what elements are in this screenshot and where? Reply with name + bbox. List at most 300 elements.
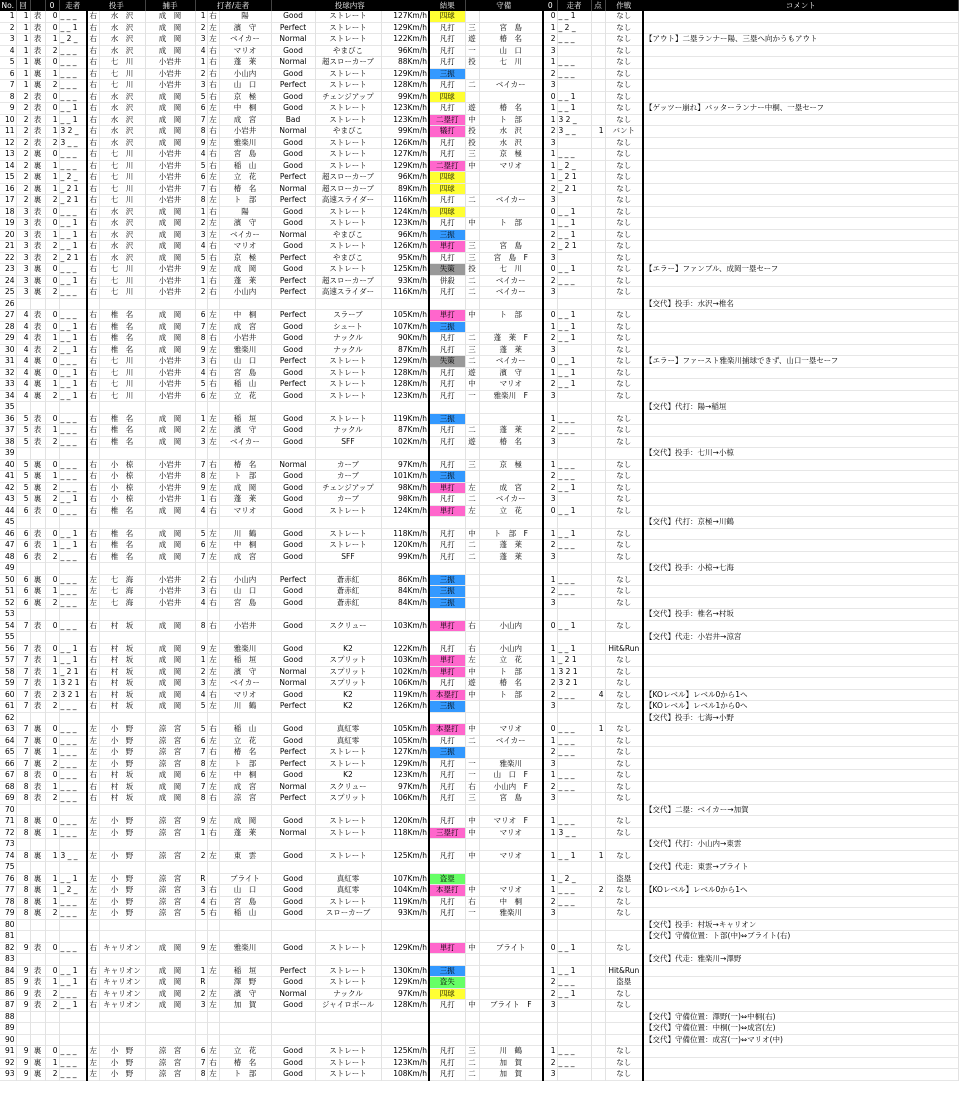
cell-pitch-speed[interactable]: 127Km/h <box>381 149 429 161</box>
cell-pitch-quality[interactable]: Good <box>271 770 315 782</box>
cell-inning[interactable]: 1 <box>16 22 30 34</box>
cell-batter-hand[interactable]: 左 <box>207 22 219 34</box>
cell-batter-hand[interactable] <box>207 977 219 989</box>
cell-pitcher-name[interactable]: 村 坂 <box>99 655 145 667</box>
cell-runners-after[interactable]: _ _ 1 <box>557 965 591 977</box>
cell-catcher-name[interactable] <box>145 862 195 874</box>
cell-runs[interactable] <box>591 91 605 103</box>
table-row[interactable] <box>0 160 958 172</box>
cell-row-number[interactable]: 10 <box>0 114 16 126</box>
table-row[interactable] <box>0 770 958 782</box>
cell-result[interactable]: 凡打 <box>429 816 465 828</box>
cell-row-number[interactable]: 82 <box>0 942 16 954</box>
cell-batter-hand[interactable]: 右 <box>207 91 219 103</box>
cell-strategy[interactable]: なし <box>605 540 643 552</box>
cell-runs[interactable] <box>591 252 605 264</box>
cell-half[interactable]: 裏 <box>30 494 45 506</box>
cell-half[interactable]: 表 <box>30 678 45 690</box>
cell-batter-name[interactable]: 宮 島 <box>219 896 271 908</box>
cell-strategy[interactable] <box>605 954 643 966</box>
cell-half[interactable]: 表 <box>30 22 45 34</box>
cell-pitch-speed[interactable]: 98Km/h <box>381 482 429 494</box>
cell-pitch-speed[interactable] <box>381 804 429 816</box>
col-header-catcher[interactable]: 捕手 <box>145 0 195 11</box>
cell-outs-after[interactable]: 1 <box>543 172 557 184</box>
cell-batter-hand[interactable]: 左 <box>207 413 219 425</box>
cell-pitcher-name[interactable] <box>99 563 145 575</box>
cell-fielder-position[interactable]: 三 <box>465 344 479 356</box>
cell-runs[interactable] <box>591 770 605 782</box>
cell-catcher-name[interactable]: 小岩井 <box>145 287 195 299</box>
cell-runners[interactable]: _ _ 1 <box>59 103 87 115</box>
cell-fielder-position[interactable]: 中 <box>465 689 479 701</box>
cell-catcher-name[interactable]: 成 岡 <box>145 528 195 540</box>
cell-outs-after[interactable]: 2 <box>543 586 557 598</box>
cell-runs[interactable] <box>591 413 605 425</box>
cell-pitcher-name[interactable]: 水 沢 <box>99 91 145 103</box>
cell-fielder-name[interactable]: マリオ <box>479 850 543 862</box>
cell-inning[interactable]: 9 <box>16 988 30 1000</box>
cell-runners-after[interactable]: _ _ _ <box>557 275 591 287</box>
cell-runs[interactable] <box>591 528 605 540</box>
cell-runs[interactable] <box>591 620 605 632</box>
cell-pitcher-hand[interactable]: 右 <box>87 356 99 368</box>
cell-batting-order[interactable]: 6 <box>195 540 207 552</box>
cell-batter-hand[interactable] <box>207 448 219 460</box>
cell-batter-name[interactable]: 濱 守 <box>219 22 271 34</box>
table-row[interactable] <box>0 896 958 908</box>
cell-outs[interactable]: 1 <box>45 34 59 46</box>
cell-catcher-name[interactable]: 成 岡 <box>145 218 195 230</box>
cell-comment[interactable]: 【交代】投手：水沢→椎名 <box>643 298 958 310</box>
cell-catcher-name[interactable] <box>145 954 195 966</box>
cell-strategy[interactable]: なし <box>605 781 643 793</box>
cell-batter-name[interactable]: 中 桐 <box>219 540 271 552</box>
table-row[interactable] <box>0 218 958 230</box>
cell-strategy[interactable]: なし <box>605 1046 643 1058</box>
cell-runners-after[interactable]: _ _ 1 <box>557 229 591 241</box>
cell-batter-name[interactable] <box>219 919 271 931</box>
cell-pitch-quality[interactable]: Normal <box>271 34 315 46</box>
cell-catcher-name[interactable]: 成 岡 <box>145 413 195 425</box>
cell-runners[interactable]: _ _ _ <box>59 287 87 299</box>
cell-pitcher-hand[interactable]: 左 <box>87 586 99 598</box>
cell-pitcher-name[interactable] <box>99 517 145 529</box>
table-row[interactable] <box>0 517 958 529</box>
cell-half[interactable]: 裏 <box>30 356 45 368</box>
cell-pitch-speed[interactable]: 106Km/h <box>381 678 429 690</box>
cell-pitcher-hand[interactable]: 右 <box>87 390 99 402</box>
cell-runners-after[interactable] <box>557 758 591 770</box>
cell-catcher-name[interactable]: 成 岡 <box>145 678 195 690</box>
col-header-runners-after[interactable]: 走者 <box>557 0 591 11</box>
cell-comment[interactable] <box>643 873 958 885</box>
cell-batter-name[interactable]: 宮 島 <box>219 149 271 161</box>
cell-comment[interactable] <box>643 666 958 678</box>
cell-batter-name[interactable]: 京 極 <box>219 91 271 103</box>
cell-batter-name[interactable]: 濱 守 <box>219 218 271 230</box>
cell-pitch-quality[interactable]: Good <box>271 896 315 908</box>
cell-runs[interactable]: 1 <box>591 724 605 736</box>
cell-inning[interactable] <box>16 919 30 931</box>
cell-pitch-speed[interactable]: 125Km/h <box>381 850 429 862</box>
cell-outs[interactable]: 0 <box>45 103 59 115</box>
cell-pitcher-name[interactable]: 水 沢 <box>99 114 145 126</box>
cell-runs[interactable] <box>591 344 605 356</box>
cell-outs[interactable]: 2 <box>45 80 59 92</box>
cell-outs[interactable]: 1 <box>45 126 59 138</box>
cell-fielder-position[interactable] <box>465 586 479 598</box>
cell-pitcher-name[interactable]: 村 坂 <box>99 689 145 701</box>
cell-pitch-quality[interactable] <box>271 1023 315 1035</box>
cell-runs[interactable] <box>591 459 605 471</box>
cell-catcher-name[interactable]: 成 岡 <box>145 126 195 138</box>
cell-half[interactable]: 裏 <box>30 195 45 207</box>
cell-runs[interactable] <box>591 80 605 92</box>
cell-pitch-quality[interactable]: Good <box>271 620 315 632</box>
cell-runners[interactable]: _ _ 1 <box>59 22 87 34</box>
cell-outs[interactable] <box>45 1023 59 1035</box>
cell-batting-order[interactable]: 2 <box>195 988 207 1000</box>
cell-fielder-position[interactable]: 中 <box>465 379 479 391</box>
table-row[interactable] <box>0 103 958 115</box>
cell-batter-hand[interactable]: 左 <box>207 735 219 747</box>
cell-pitch-type[interactable]: ストレート <box>315 206 381 218</box>
table-row[interactable] <box>0 655 958 667</box>
cell-runners[interactable]: _ _ _ <box>59 747 87 759</box>
cell-half[interactable]: 裏 <box>30 172 45 184</box>
cell-pitch-speed[interactable] <box>381 712 429 724</box>
cell-runners-after[interactable] <box>557 1069 591 1081</box>
cell-runners-after[interactable]: _ _ 1 <box>557 11 591 22</box>
cell-runners-after[interactable]: _ _ _ <box>557 885 591 897</box>
cell-batting-order[interactable] <box>195 563 207 575</box>
cell-batting-order[interactable]: 4 <box>195 505 207 517</box>
cell-strategy[interactable]: なし <box>605 482 643 494</box>
cell-batter-hand[interactable]: 右 <box>207 586 219 598</box>
cell-catcher-name[interactable] <box>145 298 195 310</box>
cell-runners[interactable]: _ _ 1 <box>59 344 87 356</box>
cell-half[interactable]: 裏 <box>30 1046 45 1058</box>
cell-batter-name[interactable]: 川 鶴 <box>219 528 271 540</box>
cell-pitcher-hand[interactable]: 左 <box>87 574 99 586</box>
table-row[interactable] <box>0 333 958 345</box>
cell-pitch-quality[interactable]: Perfect <box>271 965 315 977</box>
cell-result[interactable]: 併殺 <box>429 275 465 287</box>
cell-batting-order[interactable]: 2 <box>195 850 207 862</box>
cell-outs[interactable]: 0 <box>45 459 59 471</box>
cell-catcher-name[interactable]: 成 岡 <box>145 333 195 345</box>
cell-pitcher-name[interactable]: キャリオン <box>99 942 145 954</box>
cell-row-number[interactable]: 50 <box>0 574 16 586</box>
cell-pitch-speed[interactable]: 86Km/h <box>381 574 429 586</box>
cell-pitch-speed[interactable]: 102Km/h <box>381 436 429 448</box>
cell-pitcher-hand[interactable] <box>87 804 99 816</box>
cell-pitch-quality[interactable] <box>271 632 315 644</box>
cell-half[interactable]: 表 <box>30 103 45 115</box>
cell-batter-hand[interactable] <box>207 839 219 851</box>
cell-pitcher-name[interactable] <box>99 1023 145 1035</box>
cell-comment[interactable]: 【エラー】ファンブル、成岡一塁セーフ <box>643 264 958 276</box>
cell-outs-after[interactable]: 1 <box>543 965 557 977</box>
cell-pitch-quality[interactable]: Good <box>271 137 315 149</box>
cell-pitcher-name[interactable]: 水 沢 <box>99 45 145 57</box>
cell-row-number[interactable]: 76 <box>0 873 16 885</box>
cell-strategy[interactable] <box>605 1034 643 1046</box>
cell-fielder-name[interactable]: ベイカー <box>479 735 543 747</box>
cell-pitcher-name[interactable]: 小 野 <box>99 850 145 862</box>
cell-outs-after[interactable]: 1 <box>543 735 557 747</box>
cell-outs[interactable]: 0 <box>45 218 59 230</box>
cell-fielder-name[interactable] <box>479 931 543 943</box>
cell-outs[interactable]: 2 <box>45 701 59 713</box>
cell-runners-after[interactable] <box>557 701 591 713</box>
cell-runs[interactable] <box>591 298 605 310</box>
cell-comment[interactable] <box>643 252 958 264</box>
cell-pitch-speed[interactable] <box>381 1023 429 1035</box>
cell-result[interactable] <box>429 862 465 874</box>
cell-comment[interactable] <box>643 218 958 230</box>
cell-inning[interactable]: 3 <box>16 218 30 230</box>
cell-pitch-quality[interactable]: Good <box>271 735 315 747</box>
cell-fielder-name[interactable] <box>479 839 543 851</box>
cell-catcher-name[interactable]: 小岩井 <box>145 574 195 586</box>
cell-comment[interactable] <box>643 11 958 22</box>
cell-result[interactable]: 凡打 <box>429 643 465 655</box>
cell-batter-hand[interactable]: 右 <box>207 574 219 586</box>
cell-pitch-type[interactable] <box>315 402 381 414</box>
cell-batting-order[interactable]: 6 <box>195 310 207 322</box>
cell-fielder-position[interactable]: 中 <box>465 1000 479 1012</box>
cell-catcher-name[interactable]: 成 岡 <box>145 344 195 356</box>
cell-inning[interactable]: 2 <box>16 183 30 195</box>
cell-runs[interactable] <box>591 183 605 195</box>
cell-pitch-speed[interactable]: 95Km/h <box>381 252 429 264</box>
cell-outs[interactable]: 0 <box>45 505 59 517</box>
cell-batting-order[interactable]: 8 <box>195 793 207 805</box>
cell-runners[interactable]: _ 2 1 <box>59 252 87 264</box>
cell-catcher-name[interactable]: 成 岡 <box>145 620 195 632</box>
cell-outs-after[interactable]: 0 <box>543 11 557 22</box>
cell-runners[interactable]: 3 2 _ <box>59 126 87 138</box>
cell-half[interactable]: 表 <box>30 988 45 1000</box>
cell-result[interactable]: 本塁打 <box>429 724 465 736</box>
cell-pitcher-hand[interactable]: 右 <box>87 436 99 448</box>
cell-fielder-name[interactable]: 京 極 <box>479 459 543 471</box>
cell-row-number[interactable]: 62 <box>0 712 16 724</box>
cell-pitcher-name[interactable]: 椎 名 <box>99 505 145 517</box>
cell-batter-name[interactable] <box>219 1034 271 1046</box>
cell-batting-order[interactable]: 9 <box>195 344 207 356</box>
cell-outs[interactable]: 2 <box>45 1000 59 1012</box>
cell-row-number[interactable]: 4 <box>0 45 16 57</box>
cell-result[interactable]: 凡打 <box>429 781 465 793</box>
cell-batter-hand[interactable]: 左 <box>207 34 219 46</box>
cell-result[interactable]: 凡打 <box>429 436 465 448</box>
cell-fielder-name[interactable]: ト 部 <box>479 114 543 126</box>
table-row[interactable] <box>0 91 958 103</box>
table-row[interactable] <box>0 57 958 69</box>
cell-fielder-position[interactable] <box>465 321 479 333</box>
cell-runs[interactable] <box>591 229 605 241</box>
cell-half[interactable]: 裏 <box>30 390 45 402</box>
cell-runs[interactable] <box>591 942 605 954</box>
cell-pitch-quality[interactable]: Normal <box>271 678 315 690</box>
cell-row-number[interactable]: 49 <box>0 563 16 575</box>
cell-row-number[interactable]: 34 <box>0 390 16 402</box>
cell-comment[interactable] <box>643 1057 958 1069</box>
cell-batting-order[interactable]: 9 <box>195 264 207 276</box>
cell-batting-order[interactable]: 3 <box>195 586 207 598</box>
cell-batter-name[interactable]: 立 花 <box>219 735 271 747</box>
cell-inning[interactable]: 2 <box>16 149 30 161</box>
cell-half[interactable]: 表 <box>30 11 45 22</box>
cell-runs[interactable] <box>591 655 605 667</box>
cell-outs[interactable]: 0 <box>45 770 59 782</box>
cell-batter-hand[interactable]: 左 <box>207 758 219 770</box>
cell-catcher-name[interactable]: 小岩井 <box>145 494 195 506</box>
cell-row-number[interactable]: 42 <box>0 482 16 494</box>
cell-pitcher-name[interactable]: 水 沢 <box>99 34 145 46</box>
cell-outs-after[interactable]: 2 <box>543 678 557 690</box>
cell-batting-order[interactable]: 2 <box>195 287 207 299</box>
cell-pitch-speed[interactable]: 99Km/h <box>381 91 429 103</box>
cell-pitch-type[interactable] <box>315 609 381 621</box>
cell-strategy[interactable]: なし <box>605 57 643 69</box>
cell-fielder-position[interactable]: 中 <box>465 850 479 862</box>
cell-batter-hand[interactable]: 右 <box>207 68 219 80</box>
cell-catcher-name[interactable]: 成 岡 <box>145 655 195 667</box>
cell-half[interactable]: 表 <box>30 655 45 667</box>
cell-comment[interactable] <box>643 494 958 506</box>
cell-result[interactable]: 二塁打 <box>429 160 465 172</box>
cell-batting-order[interactable]: 4 <box>195 45 207 57</box>
cell-batting-order[interactable]: 2 <box>195 425 207 437</box>
cell-fielder-position[interactable]: 二 <box>465 1057 479 1069</box>
cell-row-number[interactable]: 41 <box>0 471 16 483</box>
cell-runners[interactable]: _ _ _ <box>59 827 87 839</box>
cell-half[interactable]: 表 <box>30 425 45 437</box>
cell-batter-hand[interactable] <box>207 931 219 943</box>
cell-runs[interactable] <box>591 333 605 345</box>
cell-runners[interactable]: _ _ 1 <box>59 540 87 552</box>
cell-batting-order[interactable] <box>195 1034 207 1046</box>
cell-pitch-speed[interactable]: 123Km/h <box>381 1057 429 1069</box>
table-row[interactable] <box>0 1046 958 1058</box>
cell-batter-name[interactable]: 中 桐 <box>219 310 271 322</box>
cell-outs-after[interactable]: 3 <box>543 908 557 920</box>
cell-batting-order[interactable]: 2 <box>195 666 207 678</box>
cell-outs[interactable]: 1 <box>45 160 59 172</box>
cell-runs[interactable] <box>591 390 605 402</box>
cell-runs[interactable] <box>591 1023 605 1035</box>
cell-outs-after[interactable] <box>543 517 557 529</box>
cell-comment[interactable] <box>643 344 958 356</box>
cell-strategy[interactable]: なし <box>605 206 643 218</box>
cell-result[interactable]: 凡打 <box>429 80 465 92</box>
cell-batter-hand[interactable]: 左 <box>207 965 219 977</box>
cell-catcher-name[interactable]: 小岩井 <box>145 160 195 172</box>
cell-fielder-name[interactable] <box>479 563 543 575</box>
cell-runners[interactable]: _ _ _ <box>59 724 87 736</box>
cell-result[interactable]: 四球 <box>429 183 465 195</box>
cell-comment[interactable] <box>643 379 958 391</box>
cell-outs-after[interactable]: 2 <box>543 425 557 437</box>
cell-runners[interactable] <box>59 804 87 816</box>
cell-catcher-name[interactable]: 成 岡 <box>145 252 195 264</box>
cell-pitch-quality[interactable] <box>271 839 315 851</box>
cell-result[interactable]: 凡打 <box>429 678 465 690</box>
cell-runners-after[interactable]: 3 2 1 <box>557 666 591 678</box>
cell-runners[interactable]: _ _ _ <box>59 436 87 448</box>
table-row[interactable] <box>0 448 958 460</box>
cell-catcher-name[interactable]: 成 岡 <box>145 229 195 241</box>
cell-inning[interactable]: 3 <box>16 241 30 253</box>
cell-batter-hand[interactable] <box>207 1023 219 1035</box>
cell-pitcher-hand[interactable] <box>87 954 99 966</box>
cell-runs[interactable] <box>591 436 605 448</box>
cell-inning[interactable]: 8 <box>16 873 30 885</box>
cell-pitch-speed[interactable]: 89Km/h <box>381 183 429 195</box>
cell-outs-after[interactable] <box>543 632 557 644</box>
cell-outs-after[interactable]: 3 <box>543 287 557 299</box>
cell-batter-name[interactable]: 雅楽川 <box>219 137 271 149</box>
cell-outs-after[interactable] <box>543 712 557 724</box>
cell-runs[interactable] <box>591 735 605 747</box>
cell-comment[interactable] <box>643 413 958 425</box>
cell-pitcher-hand[interactable]: 右 <box>87 459 99 471</box>
cell-batting-order[interactable] <box>195 402 207 414</box>
cell-pitcher-hand[interactable]: 左 <box>87 1057 99 1069</box>
cell-fielder-position[interactable]: 三 <box>465 252 479 264</box>
cell-batting-order[interactable]: 1 <box>195 206 207 218</box>
cell-runners[interactable]: _ _ _ <box>59 758 87 770</box>
cell-runners[interactable]: _ _ _ <box>59 586 87 598</box>
cell-row-number[interactable]: 33 <box>0 379 16 391</box>
cell-pitch-speed[interactable]: 120Km/h <box>381 816 429 828</box>
cell-strategy[interactable] <box>605 298 643 310</box>
cell-outs[interactable]: 0 <box>45 11 59 22</box>
cell-pitch-type[interactable]: ストレート <box>315 942 381 954</box>
cell-result[interactable]: 三振 <box>429 68 465 80</box>
cell-catcher-name[interactable]: 涼 宮 <box>145 1057 195 1069</box>
cell-batting-order[interactable]: 2 <box>195 22 207 34</box>
cell-runs[interactable] <box>591 68 605 80</box>
table-row[interactable] <box>0 1069 958 1081</box>
cell-pitcher-hand[interactable]: 右 <box>87 321 99 333</box>
cell-pitch-speed[interactable]: 98Km/h <box>381 494 429 506</box>
cell-pitch-type[interactable]: 高速スライダー <box>315 195 381 207</box>
cell-runs[interactable] <box>591 517 605 529</box>
cell-pitcher-hand[interactable] <box>87 931 99 943</box>
cell-pitch-type[interactable]: スプリット <box>315 678 381 690</box>
cell-runs[interactable] <box>591 310 605 322</box>
cell-row-number[interactable]: 25 <box>0 287 16 299</box>
cell-inning[interactable]: 1 <box>16 34 30 46</box>
cell-comment[interactable] <box>643 977 958 989</box>
cell-result[interactable]: 凡打 <box>429 425 465 437</box>
cell-catcher-name[interactable]: 成 岡 <box>145 91 195 103</box>
cell-row-number[interactable]: 19 <box>0 218 16 230</box>
cell-pitcher-name[interactable]: 椎 名 <box>99 333 145 345</box>
cell-catcher-name[interactable]: 成 岡 <box>145 310 195 322</box>
cell-runners[interactable]: _ 2 _ <box>59 172 87 184</box>
cell-pitch-type[interactable]: スプリット <box>315 655 381 667</box>
cell-pitch-type[interactable] <box>315 632 381 644</box>
cell-runners-after[interactable]: _ _ 1 <box>557 620 591 632</box>
cell-batter-name[interactable] <box>219 563 271 575</box>
cell-outs-after[interactable]: 1 <box>543 816 557 828</box>
